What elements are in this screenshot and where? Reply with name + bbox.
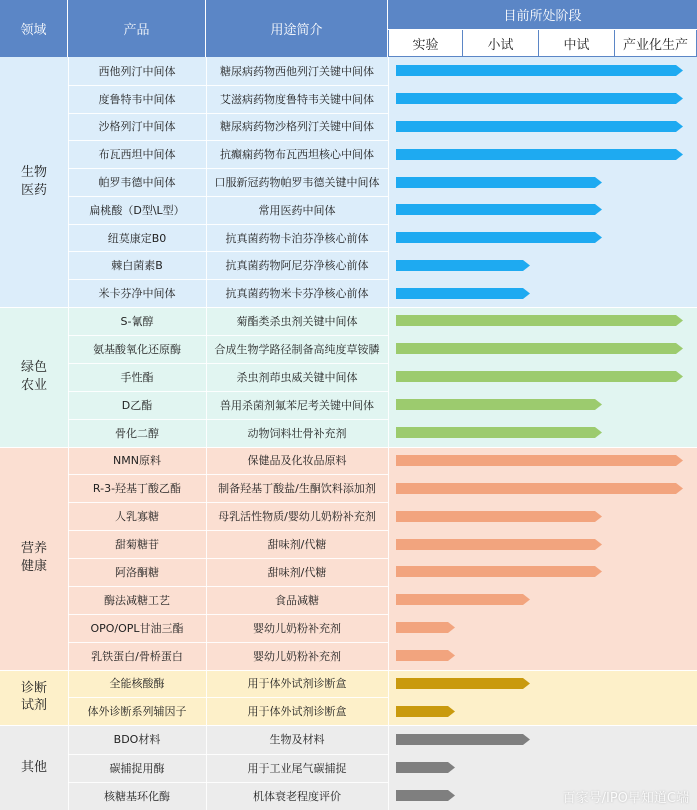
stage-progress-arrow [396,232,602,243]
stage-progress-bar [396,566,602,577]
stage-progress-bar [396,204,602,215]
usage-text: 机体衰老程度评价 [253,789,341,803]
usage-text: 糖尿病药物沙格列汀关键中间体 [220,120,374,134]
stage-progress-bar [396,260,530,271]
stage-progress-arrow [396,65,683,76]
stage-pilot: 中试 [539,30,615,57]
usage-text: 生物及材料 [269,733,325,747]
product-name: 甜菊糖苷 [115,538,159,552]
product-name: 阿洛酮糖 [115,565,159,579]
stage-progress-bar [396,539,602,550]
section-label: 诊断 试剂 [20,680,47,714]
header-usage: 用途简介 [206,0,388,57]
stage-progress-bar [396,594,530,605]
column-divider [388,725,389,810]
section-label: 营养 健康 [20,541,47,574]
stage-progress-bar [396,232,602,243]
header-stage-group: 目前所处阶段 [388,0,697,30]
usage-text: 抗真菌药物米卡芬净核心前体 [225,287,369,301]
stage-progress-bar [396,455,683,466]
stage-progress-bar [396,177,602,188]
stage-progress-arrow [396,177,602,188]
stage-progress-arrow [396,566,602,577]
usage-text: 常用医药中间体 [258,203,336,217]
usage-text: 合成生物学路径制备高纯度草铵膦 [214,342,380,356]
product-name: 乳铁蛋白/骨桥蛋白 [91,649,183,663]
stage-progress-arrow [396,315,683,326]
column-divider [388,307,389,447]
stage-progress-arrow [396,204,602,215]
section-divider [0,725,697,726]
section-divider [0,670,697,671]
product-name: NMN原料 [113,454,161,468]
stage-progress-arrow [396,93,683,104]
stage-progress-bar [396,427,602,438]
stage-progress-bar [396,622,455,633]
stage-progress-bar [396,734,530,745]
product-name: 西他列汀中间体 [98,64,176,78]
section-label: 生物 医药 [20,165,47,198]
product-name: 体外诊断系列辅因子 [87,705,187,719]
usage-text: 用于体外试剂诊断盒 [247,677,347,691]
product-name: 碳捕捉用酶 [109,761,165,775]
stage-progress-arrow [396,483,683,494]
column-divider [388,57,389,307]
column-divider [388,670,389,726]
stage-progress-bar [396,288,530,299]
usage-text: 艾滋病药物度鲁特韦关键中间体 [220,92,374,106]
stage-progress-bar [396,678,530,689]
product-name: 手性酯 [120,370,154,384]
watermark: 百家号/IPO早知道C端 [562,791,689,806]
usage-text: 保健品及化妆品原料 [247,454,347,468]
stage-progress-bar [396,511,602,522]
usage-text: 用于体外试剂诊断盒 [247,705,347,719]
usage-text: 甜味剂/代糖 [267,565,327,579]
stage-progress-arrow [396,678,530,689]
product-name: S-氰醇 [120,314,154,328]
stage-progress-bar [396,121,683,132]
stage-industrial: 产业化生产 [615,30,697,57]
product-name: D乙酯 [121,398,153,412]
stage-progress-arrow [396,260,530,271]
header-domain: 领域 [0,0,68,57]
stage-progress-bar [396,483,683,494]
stage-lab: 实验 [388,30,463,57]
usage-text: 婴幼儿奶粉补充剂 [253,621,341,635]
stage-progress-arrow [396,734,530,745]
section-label: 其他 [20,759,47,775]
product-name: 全能核酸酶 [109,677,165,691]
stage-progress-arrow [396,288,530,299]
stage-progress-bar [396,65,683,76]
product-name: OPO/OPL甘油三酯 [90,621,184,635]
stage-progress-bar [396,762,455,773]
product-name: 人乳寡糖 [115,510,159,524]
section-divider [0,447,697,448]
stage-progress-arrow [396,539,602,550]
stage-progress-arrow [396,790,455,801]
usage-text: 抗真菌药物阿尼芬净核心前体 [225,259,369,273]
stage-pilot-small: 小试 [463,30,539,57]
usage-text: 母乳活性物质/婴幼儿奶粉补充剂 [218,510,376,524]
stage-progress-arrow [396,121,683,132]
product-name: 沙格列汀中间体 [98,120,176,134]
product-name: 帕罗韦德中间体 [98,175,176,189]
column-divider [388,447,389,670]
stage-progress-arrow [396,343,683,354]
usage-text: 口服新冠药物帕罗韦德关键中间体 [214,175,380,189]
product-name: 核糖基环化酶 [104,789,170,803]
stage-progress-bar [396,371,683,382]
product-name: 米卡芬净中间体 [98,287,176,301]
usage-text: 抗真菌药物卡泊芬净核心前体 [225,231,369,245]
stage-progress-bar [396,399,602,410]
stage-progress-arrow [396,511,602,522]
stage-progress-arrow [396,455,683,466]
stage-progress-arrow [396,706,455,717]
stage-progress-bar [396,343,683,354]
stage-progress-arrow [396,399,602,410]
usage-text: 菊酯类杀虫剂关键中间体 [236,314,358,328]
usage-text: 制备羟基丁酸盐/生酮饮料添加剂 [218,482,376,496]
stage-progress-arrow [396,762,455,773]
product-name: 酶法减糖工艺 [104,593,170,607]
stage-progress-arrow [396,427,602,438]
product-name: 骨化二醇 [115,426,159,440]
product-name: 度鲁特韦中间体 [98,92,176,106]
usage-text: 杀虫剂茚虫威关键中间体 [236,370,358,384]
product-name: BDO材料 [113,733,161,747]
usage-text: 抗癫痫药物布瓦西坦核心中间体 [220,148,374,162]
usage-text: 动物饲料壮骨补充剂 [247,426,347,440]
product-name: 纽莫康定B0 [107,231,167,245]
stage-progress-arrow [396,149,683,160]
product-name: 布瓦西坦中间体 [98,148,176,162]
section-divider [0,307,697,308]
stage-progress-bar [396,149,683,160]
usage-text: 食品减糖 [275,593,319,607]
stage-progress-bar [396,790,455,801]
product-name: 扁桃酸（D型\L型） [89,203,185,217]
product-name: 氨基酸氧化还原酶 [93,342,181,356]
stage-progress-bar [396,93,683,104]
stage-progress-arrow [396,650,455,661]
stage-progress-arrow [396,594,530,605]
product-name: 棘白菌素B [111,259,163,273]
stage-progress-bar [396,706,455,717]
stage-progress-arrow [396,622,455,633]
usage-text: 婴幼儿奶粉补充剂 [253,649,341,663]
usage-text: 用于工业尾气碳捕捉 [247,761,347,775]
stage-progress-arrow [396,371,683,382]
usage-text: 甜味剂/代糖 [267,538,327,552]
stage-progress-bar [396,315,683,326]
usage-text: 兽用杀菌剂氟苯尼考关键中间体 [220,398,374,412]
section-label: 绿色 农业 [20,360,47,393]
usage-text: 糖尿病药物西他列汀关键中间体 [220,64,374,78]
product-name: R-3-羟基丁酸乙酯 [92,482,182,496]
header-product: 产品 [68,0,206,57]
stage-progress-bar [396,650,455,661]
